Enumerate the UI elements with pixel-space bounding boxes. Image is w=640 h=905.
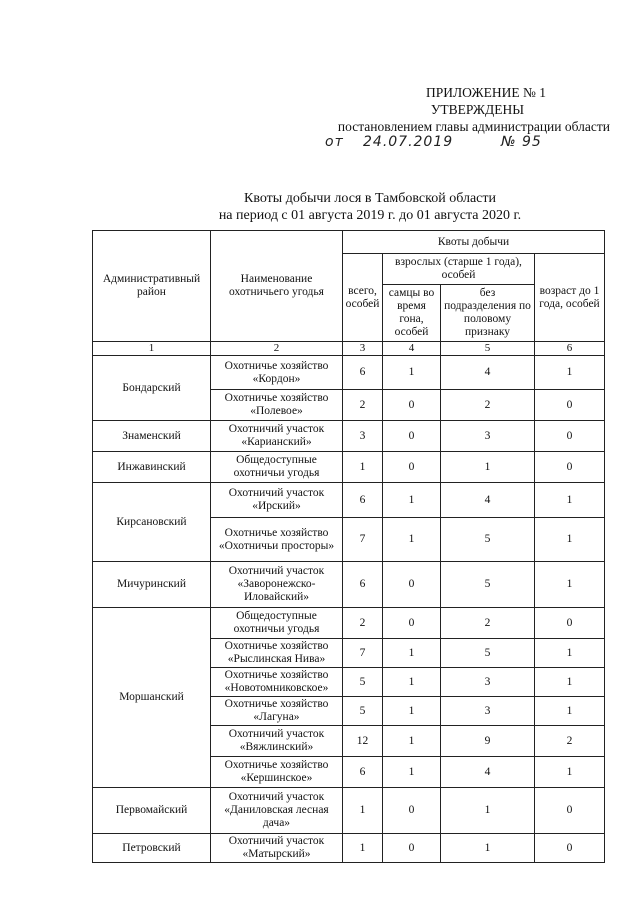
district-cell: Бондарский (93, 356, 211, 421)
no-sex-cell: 5 (441, 639, 535, 668)
no-sex-cell: 4 (441, 356, 535, 390)
ground-cell: Охотничий участок «Вяжлинский» (211, 726, 343, 757)
males-cell: 1 (383, 757, 441, 788)
header-total: всего, особей (343, 254, 383, 342)
total-cell: 6 (343, 356, 383, 390)
young-cell: 1 (535, 639, 605, 668)
total-cell: 7 (343, 639, 383, 668)
table-row (93, 834, 605, 863)
young-cell: 0 (535, 788, 605, 834)
young-cell: 2 (535, 726, 605, 757)
header-no-sex: без подразделения по половому признаку (441, 285, 535, 342)
no-sex-cell: 3 (441, 421, 535, 452)
ground-cell: Общедоступные охотничьи угодья (211, 452, 343, 483)
quota-table (92, 230, 605, 863)
no-sex-cell: 5 (441, 518, 535, 562)
index-cell: 5 (441, 342, 535, 356)
header-ground: Наименование охотничьего угодья (211, 231, 343, 342)
no-sex-cell: 5 (441, 562, 535, 608)
total-cell: 1 (343, 834, 383, 863)
title-line-1: Квоты добычи лося в Тамбовской области (244, 191, 496, 206)
males-cell: 1 (383, 518, 441, 562)
total-cell: 5 (343, 697, 383, 726)
district-cell: Кирсановский (93, 483, 211, 562)
district-cell: Моршанский (93, 608, 211, 788)
no-sex-cell: 2 (441, 608, 535, 639)
table-row (93, 356, 605, 390)
young-cell: 1 (535, 668, 605, 697)
young-cell: 1 (535, 518, 605, 562)
ground-cell: Охотничье хозяйство «Рыслинская Нива» (211, 639, 343, 668)
total-cell: 7 (343, 518, 383, 562)
ground-cell: Охотничий участок «Ирский» (211, 483, 343, 518)
ground-cell: Охотничий участок «Матырский» (211, 834, 343, 863)
date-prefix: от (325, 134, 344, 150)
no-sex-cell: 4 (441, 757, 535, 788)
males-cell: 1 (383, 356, 441, 390)
resolution-date: 24.07.2019 (363, 134, 454, 150)
total-cell: 12 (343, 726, 383, 757)
no-sex-cell: 3 (441, 668, 535, 697)
table-row (93, 788, 605, 834)
title-line-2: на период с 01 августа 2019 г. до 01 августа 2020 г. (218, 208, 522, 223)
no-sex-cell: 4 (441, 483, 535, 518)
header-adults: взрослых (старше 1 года), особей (383, 254, 535, 285)
index-cell: 3 (343, 342, 383, 356)
index-cell: 1 (93, 342, 211, 356)
handwritten-date-number (325, 134, 565, 150)
table-row (93, 483, 605, 518)
males-cell: 1 (383, 726, 441, 757)
males-cell: 0 (383, 390, 441, 421)
males-cell: 1 (383, 668, 441, 697)
no-sex-cell: 9 (441, 726, 535, 757)
district-cell: Мичуринский (93, 562, 211, 608)
males-cell: 0 (383, 608, 441, 639)
index-cell: 4 (383, 342, 441, 356)
approved-label: УТВЕРЖДЕНЫ (430, 102, 524, 117)
table-row (93, 608, 605, 639)
total-cell: 1 (343, 452, 383, 483)
males-cell: 1 (383, 697, 441, 726)
table-row (93, 421, 605, 452)
young-cell: 1 (535, 697, 605, 726)
males-cell: 0 (383, 452, 441, 483)
resolution-number: 95 (522, 134, 542, 150)
total-cell: 3 (343, 421, 383, 452)
total-cell: 2 (343, 390, 383, 421)
young-cell: 0 (535, 452, 605, 483)
no-sex-cell: 1 (441, 452, 535, 483)
ground-cell: Охотничий участок «Заворонежско-Иловайский» (211, 562, 343, 608)
males-cell: 0 (383, 788, 441, 834)
ground-cell: Общедоступные охотничьи угодья (211, 608, 343, 639)
table-row (93, 452, 605, 483)
young-cell: 1 (535, 562, 605, 608)
district-cell: Знаменский (93, 421, 211, 452)
appendix-label: ПРИЛОЖЕНИЕ № 1 (425, 85, 546, 100)
district-cell: Петровский (93, 834, 211, 863)
ground-cell: Охотничье хозяйство «Полевое» (211, 390, 343, 421)
ground-cell: Охотничье хозяйство «Кордон» (211, 356, 343, 390)
no-sex-cell: 2 (441, 390, 535, 421)
young-cell: 0 (535, 608, 605, 639)
males-cell: 1 (383, 639, 441, 668)
table-row (93, 562, 605, 608)
total-cell: 1 (343, 788, 383, 834)
young-cell: 0 (535, 390, 605, 421)
total-cell: 5 (343, 668, 383, 697)
number-prefix: № (501, 134, 517, 150)
no-sex-cell: 1 (441, 788, 535, 834)
index-cell: 6 (535, 342, 605, 356)
ground-cell: Охотничье хозяйство «Новотомниковское» (211, 668, 343, 697)
ground-cell: Охотничье хозяйство «Охотничьи просторы» (211, 518, 343, 562)
young-cell: 1 (535, 483, 605, 518)
males-cell: 1 (383, 483, 441, 518)
header-young: возраст до 1 года, особей (535, 254, 605, 342)
header-males: самцы во время гона, особей (383, 285, 441, 342)
document-title (190, 190, 550, 224)
total-cell: 6 (343, 757, 383, 788)
total-cell: 6 (343, 562, 383, 608)
young-cell: 0 (535, 834, 605, 863)
males-cell: 0 (383, 421, 441, 452)
district-cell: Инжавинский (93, 452, 211, 483)
ground-cell: Охотничий участок «Карианский» (211, 421, 343, 452)
no-sex-cell: 3 (441, 697, 535, 726)
no-sex-cell: 1 (441, 834, 535, 863)
ground-cell: Охотничье хозяйство «Лагуна» (211, 697, 343, 726)
young-cell: 0 (535, 421, 605, 452)
young-cell: 1 (535, 757, 605, 788)
header-district: Административный район (93, 231, 211, 342)
approval-header (338, 84, 610, 135)
resolution-label: постановлением главы администрации области (337, 119, 610, 134)
males-cell: 0 (383, 834, 441, 863)
ground-cell: Охотничье хозяйство «Кершинское» (211, 757, 343, 788)
males-cell: 0 (383, 562, 441, 608)
young-cell: 1 (535, 356, 605, 390)
index-cell: 2 (211, 342, 343, 356)
total-cell: 6 (343, 483, 383, 518)
district-cell: Первомайский (93, 788, 211, 834)
header-quotas: Квоты добычи (343, 231, 605, 254)
ground-cell: Охотничий участок «Даниловская лесная дача» (211, 788, 343, 834)
total-cell: 2 (343, 608, 383, 639)
